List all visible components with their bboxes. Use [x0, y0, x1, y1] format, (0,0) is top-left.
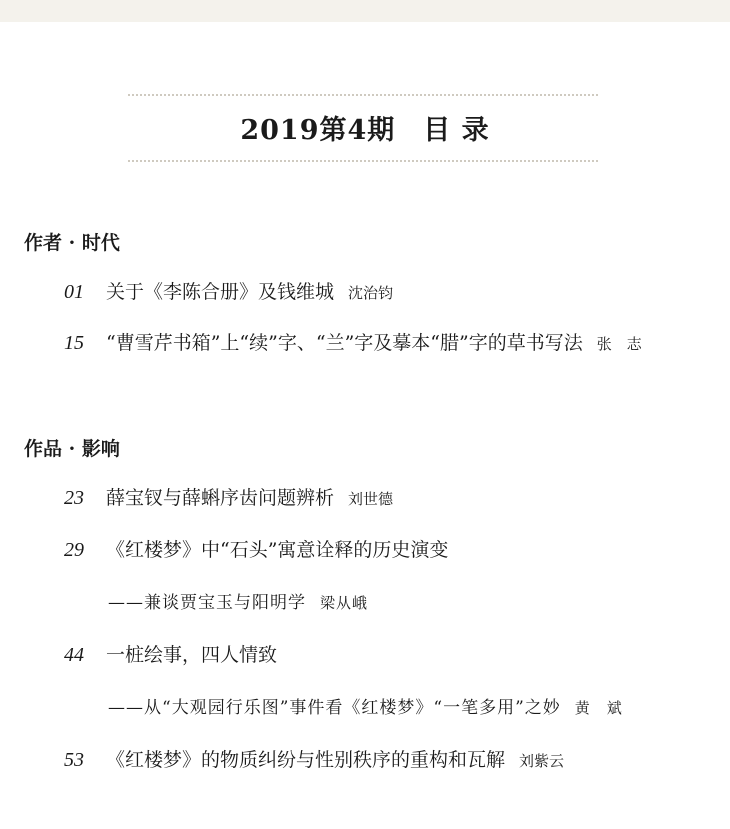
entry-title: 一桩绘事，四人情致 [106, 644, 278, 666]
toc-entry[interactable] [64, 331, 642, 356]
toc-entry-subtitle[interactable] [108, 696, 623, 720]
section-heading: 作品 · 影响 [24, 438, 120, 460]
title-rule-bottom [128, 160, 598, 162]
page-title: 2019第4期 目 录 [240, 115, 490, 146]
entry-author: 张 志 [596, 335, 642, 353]
entry-author: 沈治钧 [348, 284, 394, 302]
entry-page-number: 44 [64, 644, 84, 666]
entry-title: 《红楼梦》中“石头”寓意诠释的历史演变 [106, 539, 449, 561]
toc-entry[interactable] [64, 486, 393, 511]
entry-page-number: 01 [64, 281, 84, 303]
section-heading: 作者 · 时代 [24, 232, 120, 254]
entry-author: 刘世德 [348, 490, 394, 508]
entry-subtitle: ——兼谈贾宝玉与阳明学 [108, 593, 306, 613]
title-rule-top [128, 94, 598, 96]
entry-author: 梁从峨 [320, 594, 369, 612]
toc-entry[interactable] [64, 748, 564, 773]
entry-subtitle: ——从“大观园行乐图”事件看《红楼梦》“一笔多用”之妙 [108, 698, 561, 718]
entry-title: 薛宝钗与薛蝌序齿问题辨析 [106, 487, 335, 509]
toc-entry[interactable] [64, 280, 393, 305]
entry-title: “曹雪芹书箱”上“续”字、“兰”字及摹本“腊”字的草书写法 [106, 332, 583, 354]
entry-page-number: 23 [64, 487, 84, 509]
entry-page-number: 53 [64, 749, 84, 771]
entry-page-number: 29 [64, 539, 84, 561]
toc-entry-subtitle[interactable] [108, 591, 368, 615]
toc-entry[interactable] [64, 538, 448, 562]
entry-title: 关于《李陈合册》及钱维城 [106, 281, 335, 303]
entry-author: 刘紫云 [519, 752, 565, 770]
toc-entry[interactable] [64, 643, 277, 667]
top-band [0, 0, 730, 22]
entry-page-number: 15 [64, 332, 84, 354]
entry-title: 《红楼梦》的物质纠纷与性别秩序的重构和瓦解 [106, 749, 506, 771]
entry-author: 黄 斌 [574, 699, 623, 717]
